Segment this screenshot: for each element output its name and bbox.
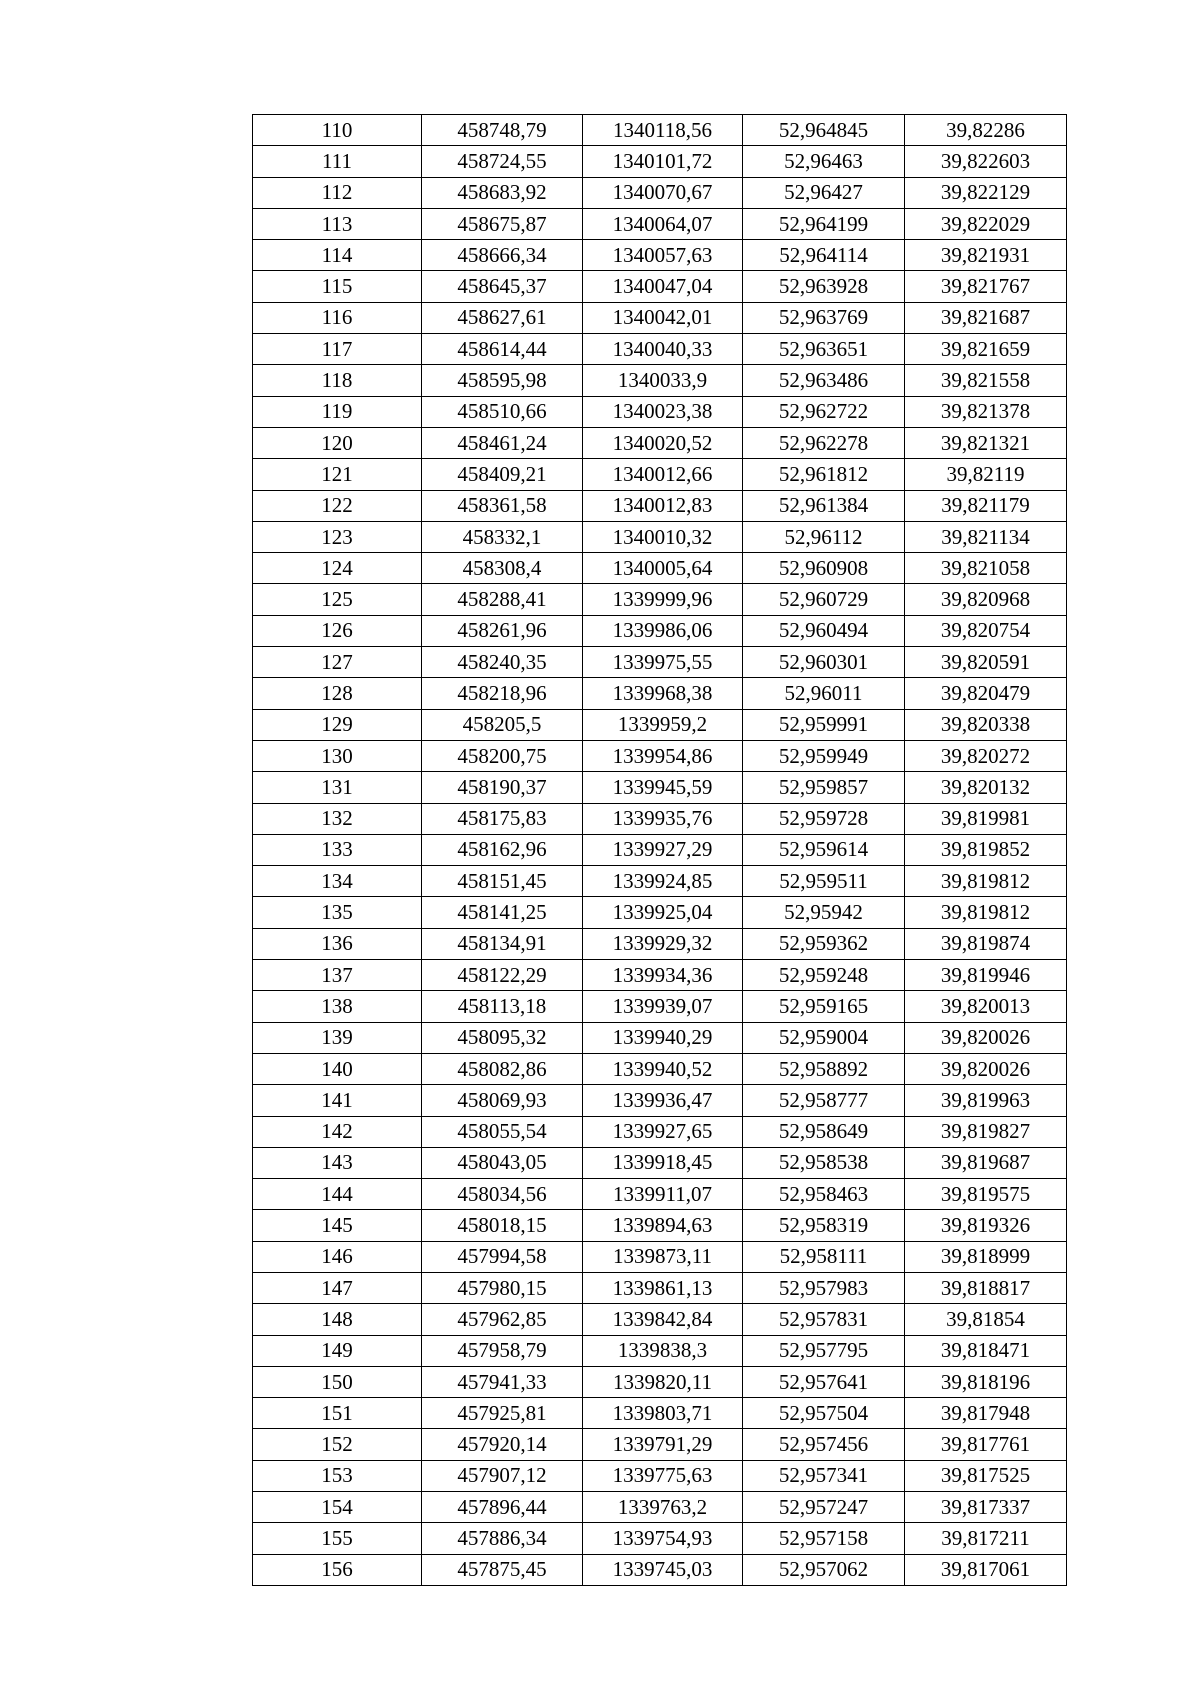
point-number-cell: 140 (253, 1053, 422, 1084)
longitude-cell: 39,821767 (905, 271, 1067, 302)
latitude-cell: 52,961812 (743, 459, 905, 490)
longitude-cell: 39,821931 (905, 240, 1067, 271)
x-coordinate-cell: 458205,5 (422, 709, 583, 740)
x-coordinate-cell: 458666,34 (422, 240, 583, 271)
point-number-cell: 143 (253, 1147, 422, 1178)
longitude-cell: 39,820272 (905, 740, 1067, 771)
y-coordinate-cell: 1339775,63 (583, 1460, 743, 1491)
longitude-cell: 39,819687 (905, 1147, 1067, 1178)
point-number-cell: 128 (253, 678, 422, 709)
y-coordinate-cell: 1340023,38 (583, 396, 743, 427)
longitude-cell: 39,819874 (905, 928, 1067, 959)
x-coordinate-cell: 458162,96 (422, 834, 583, 865)
y-coordinate-cell: 1339918,45 (583, 1147, 743, 1178)
table-row (253, 678, 1067, 709)
point-number-cell: 156 (253, 1554, 422, 1585)
point-number-cell: 152 (253, 1429, 422, 1460)
table-row (253, 459, 1067, 490)
latitude-cell: 52,958538 (743, 1147, 905, 1178)
y-coordinate-cell: 1340010,32 (583, 521, 743, 552)
latitude-cell: 52,963928 (743, 271, 905, 302)
x-coordinate-cell: 458510,66 (422, 396, 583, 427)
latitude-cell: 52,958892 (743, 1053, 905, 1084)
point-number-cell: 155 (253, 1523, 422, 1554)
y-coordinate-cell: 1339754,93 (583, 1523, 743, 1554)
table-row (253, 1429, 1067, 1460)
x-coordinate-cell: 457886,34 (422, 1523, 583, 1554)
longitude-cell: 39,820591 (905, 647, 1067, 678)
x-coordinate-cell: 458614,44 (422, 334, 583, 365)
longitude-cell: 39,821558 (905, 365, 1067, 396)
x-coordinate-cell: 458095,32 (422, 1022, 583, 1053)
y-coordinate-cell: 1339924,85 (583, 866, 743, 897)
latitude-cell: 52,958463 (743, 1179, 905, 1210)
table-row (253, 1335, 1067, 1366)
longitude-cell: 39,821179 (905, 490, 1067, 521)
longitude-cell: 39,822603 (905, 146, 1067, 177)
longitude-cell: 39,817061 (905, 1554, 1067, 1585)
x-coordinate-cell: 458683,92 (422, 177, 583, 208)
x-coordinate-cell: 457941,33 (422, 1366, 583, 1397)
point-number-cell: 141 (253, 1085, 422, 1116)
table-row (253, 553, 1067, 584)
y-coordinate-cell: 1340005,64 (583, 553, 743, 584)
table-row (253, 1398, 1067, 1429)
table-row (253, 427, 1067, 458)
point-number-cell: 110 (253, 115, 422, 146)
y-coordinate-cell: 1339975,55 (583, 647, 743, 678)
point-number-cell: 126 (253, 615, 422, 646)
y-coordinate-cell: 1339927,29 (583, 834, 743, 865)
point-number-cell: 148 (253, 1304, 422, 1335)
x-coordinate-cell: 458724,55 (422, 146, 583, 177)
y-coordinate-cell: 1339927,65 (583, 1116, 743, 1147)
latitude-cell: 52,962278 (743, 427, 905, 458)
y-coordinate-cell: 1340012,66 (583, 459, 743, 490)
table-row (253, 834, 1067, 865)
table-row (253, 1116, 1067, 1147)
y-coordinate-cell: 1339934,36 (583, 960, 743, 991)
latitude-cell: 52,962722 (743, 396, 905, 427)
longitude-cell: 39,820338 (905, 709, 1067, 740)
y-coordinate-cell: 1339791,29 (583, 1429, 743, 1460)
x-coordinate-cell: 458461,24 (422, 427, 583, 458)
latitude-cell: 52,963769 (743, 302, 905, 333)
table-row (253, 1272, 1067, 1303)
point-number-cell: 123 (253, 521, 422, 552)
latitude-cell: 52,963486 (743, 365, 905, 396)
x-coordinate-cell: 458082,86 (422, 1053, 583, 1084)
x-coordinate-cell: 458043,05 (422, 1147, 583, 1178)
y-coordinate-cell: 1339929,32 (583, 928, 743, 959)
latitude-cell: 52,960729 (743, 584, 905, 615)
latitude-cell: 52,959991 (743, 709, 905, 740)
x-coordinate-cell: 458645,37 (422, 271, 583, 302)
latitude-cell: 52,960908 (743, 553, 905, 584)
latitude-cell: 52,959362 (743, 928, 905, 959)
y-coordinate-cell: 1340020,52 (583, 427, 743, 458)
y-coordinate-cell: 1339838,3 (583, 1335, 743, 1366)
latitude-cell: 52,958777 (743, 1085, 905, 1116)
latitude-cell: 52,96011 (743, 678, 905, 709)
table-row (253, 991, 1067, 1022)
latitude-cell: 52,957247 (743, 1492, 905, 1523)
longitude-cell: 39,817948 (905, 1398, 1067, 1429)
y-coordinate-cell: 1339803,71 (583, 1398, 743, 1429)
latitude-cell: 52,957641 (743, 1366, 905, 1397)
table-row (253, 1085, 1067, 1116)
longitude-cell: 39,818817 (905, 1272, 1067, 1303)
y-coordinate-cell: 1339935,76 (583, 803, 743, 834)
x-coordinate-cell: 458122,29 (422, 960, 583, 991)
table-row (253, 928, 1067, 959)
longitude-cell: 39,818471 (905, 1335, 1067, 1366)
point-number-cell: 122 (253, 490, 422, 521)
point-number-cell: 120 (253, 427, 422, 458)
x-coordinate-cell: 458113,18 (422, 991, 583, 1022)
table-row (253, 396, 1067, 427)
latitude-cell: 52,95942 (743, 897, 905, 928)
longitude-cell: 39,820026 (905, 1053, 1067, 1084)
table-row (253, 584, 1067, 615)
point-number-cell: 115 (253, 271, 422, 302)
x-coordinate-cell: 458409,21 (422, 459, 583, 490)
x-coordinate-cell: 458748,79 (422, 115, 583, 146)
x-coordinate-cell: 458141,25 (422, 897, 583, 928)
point-number-cell: 117 (253, 334, 422, 365)
longitude-cell: 39,820754 (905, 615, 1067, 646)
longitude-cell: 39,821134 (905, 521, 1067, 552)
latitude-cell: 52,958319 (743, 1210, 905, 1241)
point-number-cell: 153 (253, 1460, 422, 1491)
latitude-cell: 52,957795 (743, 1335, 905, 1366)
longitude-cell: 39,821687 (905, 302, 1067, 333)
y-coordinate-cell: 1339954,86 (583, 740, 743, 771)
point-number-cell: 149 (253, 1335, 422, 1366)
x-coordinate-cell: 458055,54 (422, 1116, 583, 1147)
table-row (253, 115, 1067, 146)
table-row (253, 615, 1067, 646)
point-number-cell: 130 (253, 740, 422, 771)
latitude-cell: 52,960494 (743, 615, 905, 646)
latitude-cell: 52,961384 (743, 490, 905, 521)
longitude-cell: 39,820968 (905, 584, 1067, 615)
x-coordinate-cell: 458018,15 (422, 1210, 583, 1241)
point-number-cell: 119 (253, 396, 422, 427)
table-row (253, 302, 1067, 333)
point-number-cell: 145 (253, 1210, 422, 1241)
longitude-cell: 39,817761 (905, 1429, 1067, 1460)
latitude-cell: 52,96427 (743, 177, 905, 208)
latitude-cell: 52,957831 (743, 1304, 905, 1335)
point-number-cell: 124 (253, 553, 422, 584)
x-coordinate-cell: 458034,56 (422, 1179, 583, 1210)
y-coordinate-cell: 1339861,13 (583, 1272, 743, 1303)
y-coordinate-cell: 1340012,83 (583, 490, 743, 521)
latitude-cell: 52,959248 (743, 960, 905, 991)
y-coordinate-cell: 1339911,07 (583, 1179, 743, 1210)
y-coordinate-cell: 1339999,96 (583, 584, 743, 615)
latitude-cell: 52,959614 (743, 834, 905, 865)
x-coordinate-cell: 458240,35 (422, 647, 583, 678)
longitude-cell: 39,817337 (905, 1492, 1067, 1523)
longitude-cell: 39,821378 (905, 396, 1067, 427)
table-row (253, 365, 1067, 396)
longitude-cell: 39,819326 (905, 1210, 1067, 1241)
longitude-cell: 39,820132 (905, 772, 1067, 803)
table-row (253, 1460, 1067, 1491)
longitude-cell: 39,819963 (905, 1085, 1067, 1116)
x-coordinate-cell: 458595,98 (422, 365, 583, 396)
point-number-cell: 132 (253, 803, 422, 834)
point-number-cell: 129 (253, 709, 422, 740)
table-row (253, 803, 1067, 834)
table-row (253, 334, 1067, 365)
y-coordinate-cell: 1340040,33 (583, 334, 743, 365)
longitude-cell: 39,819981 (905, 803, 1067, 834)
latitude-cell: 52,957158 (743, 1523, 905, 1554)
latitude-cell: 52,959949 (743, 740, 905, 771)
table-row (253, 866, 1067, 897)
table-row (253, 897, 1067, 928)
longitude-cell: 39,819946 (905, 960, 1067, 991)
coordinates-table (252, 114, 1067, 1586)
y-coordinate-cell: 1340057,63 (583, 240, 743, 271)
y-coordinate-cell: 1340118,56 (583, 115, 743, 146)
point-number-cell: 135 (253, 897, 422, 928)
longitude-cell: 39,818999 (905, 1241, 1067, 1272)
y-coordinate-cell: 1339745,03 (583, 1554, 743, 1585)
x-coordinate-cell: 457920,14 (422, 1429, 583, 1460)
latitude-cell: 52,957341 (743, 1460, 905, 1491)
point-number-cell: 114 (253, 240, 422, 271)
x-coordinate-cell: 458200,75 (422, 740, 583, 771)
table-row (253, 208, 1067, 239)
point-number-cell: 136 (253, 928, 422, 959)
y-coordinate-cell: 1339968,38 (583, 678, 743, 709)
point-number-cell: 113 (253, 208, 422, 239)
x-coordinate-cell: 458361,58 (422, 490, 583, 521)
x-coordinate-cell: 458288,41 (422, 584, 583, 615)
x-coordinate-cell: 458332,1 (422, 521, 583, 552)
y-coordinate-cell: 1340101,72 (583, 146, 743, 177)
longitude-cell: 39,81854 (905, 1304, 1067, 1335)
longitude-cell: 39,821058 (905, 553, 1067, 584)
latitude-cell: 52,958111 (743, 1241, 905, 1272)
latitude-cell: 52,964114 (743, 240, 905, 271)
x-coordinate-cell: 457896,44 (422, 1492, 583, 1523)
point-number-cell: 151 (253, 1398, 422, 1429)
y-coordinate-cell: 1339939,07 (583, 991, 743, 1022)
table-row (253, 960, 1067, 991)
table-row (253, 709, 1067, 740)
point-number-cell: 121 (253, 459, 422, 490)
longitude-cell: 39,820013 (905, 991, 1067, 1022)
latitude-cell: 52,96112 (743, 521, 905, 552)
longitude-cell: 39,821321 (905, 427, 1067, 458)
longitude-cell: 39,82286 (905, 115, 1067, 146)
y-coordinate-cell: 1339894,63 (583, 1210, 743, 1241)
point-number-cell: 147 (253, 1272, 422, 1303)
y-coordinate-cell: 1339842,84 (583, 1304, 743, 1335)
latitude-cell: 52,959165 (743, 991, 905, 1022)
y-coordinate-cell: 1339820,11 (583, 1366, 743, 1397)
latitude-cell: 52,959857 (743, 772, 905, 803)
point-number-cell: 125 (253, 584, 422, 615)
y-coordinate-cell: 1339986,06 (583, 615, 743, 646)
point-number-cell: 116 (253, 302, 422, 333)
point-number-cell: 134 (253, 866, 422, 897)
point-number-cell: 142 (253, 1116, 422, 1147)
point-number-cell: 154 (253, 1492, 422, 1523)
y-coordinate-cell: 1340033,9 (583, 365, 743, 396)
y-coordinate-cell: 1339959,2 (583, 709, 743, 740)
y-coordinate-cell: 1339940,29 (583, 1022, 743, 1053)
coordinates-table-body (253, 115, 1067, 1586)
latitude-cell: 52,959728 (743, 803, 905, 834)
table-row (253, 240, 1067, 271)
longitude-cell: 39,819812 (905, 897, 1067, 928)
longitude-cell: 39,819827 (905, 1116, 1067, 1147)
table-row (253, 271, 1067, 302)
longitude-cell: 39,822129 (905, 177, 1067, 208)
table-row (253, 1147, 1067, 1178)
longitude-cell: 39,819812 (905, 866, 1067, 897)
point-number-cell: 131 (253, 772, 422, 803)
x-coordinate-cell: 457925,81 (422, 1398, 583, 1429)
point-number-cell: 133 (253, 834, 422, 865)
longitude-cell: 39,817211 (905, 1523, 1067, 1554)
point-number-cell: 127 (253, 647, 422, 678)
y-coordinate-cell: 1339925,04 (583, 897, 743, 928)
longitude-cell: 39,818196 (905, 1366, 1067, 1397)
latitude-cell: 52,957456 (743, 1429, 905, 1460)
y-coordinate-cell: 1339940,52 (583, 1053, 743, 1084)
latitude-cell: 52,964845 (743, 115, 905, 146)
latitude-cell: 52,96463 (743, 146, 905, 177)
point-number-cell: 138 (253, 991, 422, 1022)
x-coordinate-cell: 457980,15 (422, 1272, 583, 1303)
y-coordinate-cell: 1340070,67 (583, 177, 743, 208)
x-coordinate-cell: 458190,37 (422, 772, 583, 803)
x-coordinate-cell: 458069,93 (422, 1085, 583, 1116)
table-row (253, 1179, 1067, 1210)
table-row (253, 1554, 1067, 1585)
latitude-cell: 52,958649 (743, 1116, 905, 1147)
table-row (253, 1022, 1067, 1053)
longitude-cell: 39,82119 (905, 459, 1067, 490)
latitude-cell: 52,964199 (743, 208, 905, 239)
x-coordinate-cell: 458218,96 (422, 678, 583, 709)
table-row (253, 1523, 1067, 1554)
x-coordinate-cell: 458134,91 (422, 928, 583, 959)
y-coordinate-cell: 1340064,07 (583, 208, 743, 239)
x-coordinate-cell: 458627,61 (422, 302, 583, 333)
y-coordinate-cell: 1339936,47 (583, 1085, 743, 1116)
x-coordinate-cell: 457962,85 (422, 1304, 583, 1335)
y-coordinate-cell: 1339945,59 (583, 772, 743, 803)
table-row (253, 740, 1067, 771)
x-coordinate-cell: 457994,58 (422, 1241, 583, 1272)
latitude-cell: 52,960301 (743, 647, 905, 678)
table-row (253, 1492, 1067, 1523)
table-row (253, 521, 1067, 552)
table-row (253, 146, 1067, 177)
table-row (253, 1210, 1067, 1241)
longitude-cell: 39,817525 (905, 1460, 1067, 1491)
table-row (253, 1241, 1067, 1272)
point-number-cell: 150 (253, 1366, 422, 1397)
longitude-cell: 39,819575 (905, 1179, 1067, 1210)
x-coordinate-cell: 458175,83 (422, 803, 583, 834)
x-coordinate-cell: 457875,45 (422, 1554, 583, 1585)
latitude-cell: 52,957504 (743, 1398, 905, 1429)
latitude-cell: 52,959004 (743, 1022, 905, 1053)
x-coordinate-cell: 457907,12 (422, 1460, 583, 1491)
longitude-cell: 39,819852 (905, 834, 1067, 865)
latitude-cell: 52,959511 (743, 866, 905, 897)
table-row (253, 490, 1067, 521)
latitude-cell: 52,963651 (743, 334, 905, 365)
point-number-cell: 144 (253, 1179, 422, 1210)
point-number-cell: 111 (253, 146, 422, 177)
point-number-cell: 118 (253, 365, 422, 396)
longitude-cell: 39,821659 (905, 334, 1067, 365)
longitude-cell: 39,822029 (905, 208, 1067, 239)
longitude-cell: 39,820479 (905, 678, 1067, 709)
y-coordinate-cell: 1340042,01 (583, 302, 743, 333)
table-row (253, 1053, 1067, 1084)
x-coordinate-cell: 458675,87 (422, 208, 583, 239)
x-coordinate-cell: 458308,4 (422, 553, 583, 584)
longitude-cell: 39,820026 (905, 1022, 1067, 1053)
table-row (253, 772, 1067, 803)
x-coordinate-cell: 457958,79 (422, 1335, 583, 1366)
x-coordinate-cell: 458261,96 (422, 615, 583, 646)
x-coordinate-cell: 458151,45 (422, 866, 583, 897)
table-row (253, 1366, 1067, 1397)
latitude-cell: 52,957062 (743, 1554, 905, 1585)
latitude-cell: 52,957983 (743, 1272, 905, 1303)
point-number-cell: 139 (253, 1022, 422, 1053)
y-coordinate-cell: 1339873,11 (583, 1241, 743, 1272)
table-row (253, 1304, 1067, 1335)
point-number-cell: 146 (253, 1241, 422, 1272)
table-row (253, 647, 1067, 678)
y-coordinate-cell: 1339763,2 (583, 1492, 743, 1523)
point-number-cell: 112 (253, 177, 422, 208)
y-coordinate-cell: 1340047,04 (583, 271, 743, 302)
point-number-cell: 137 (253, 960, 422, 991)
table-row (253, 177, 1067, 208)
